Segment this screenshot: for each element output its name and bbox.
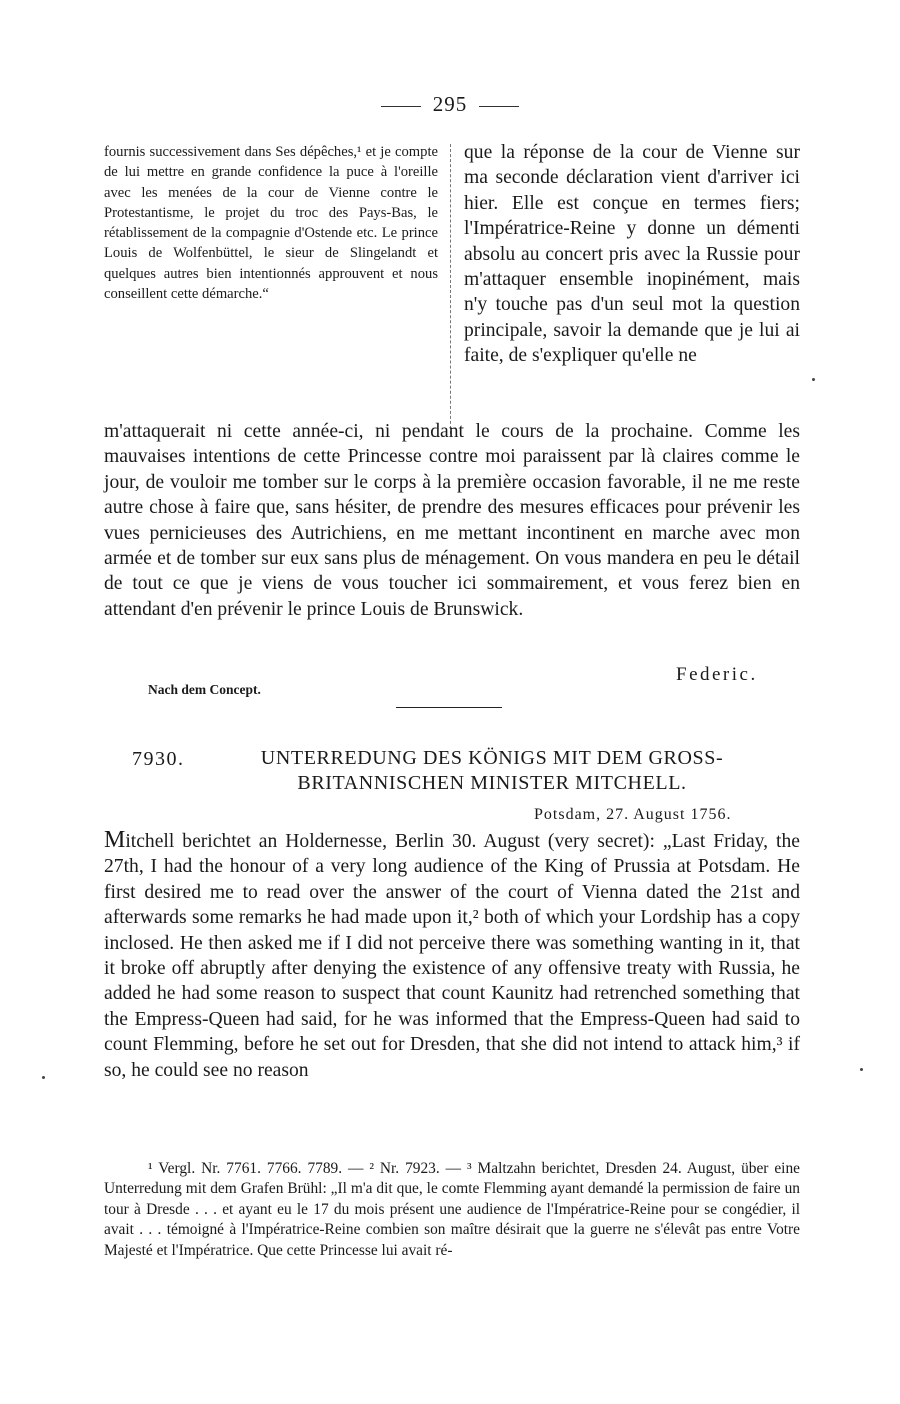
footnotes xyxy=(104,1159,800,1261)
page-number-dash-right xyxy=(479,106,519,107)
left-column-text: fournis successivement dans Ses dépêches,¹ et je compte de lui mettre en grande confidence la puce à l'oreille avec les menées de la cour de Vienne contre le Protestantisme, le projet du troc des Pays-Bas, le rétablissement de la compagnie d'Ostende etc. Le prince Louis de Wolfenbüttel, le sieur de Slingelandt et quelques autres bien intentionnés approuvent et nous conseillent cette démarche.“ xyxy=(104,144,438,303)
right-column-text: que la réponse de la cour de Vienne sur ma seconde déclaration vient d'arriver ici hier. Elle est conçue en termes fiers; l'Impératrice-Reine y donne un démenti absolu au concert pris avec la Russie pour m'attaquer ensemble inopinément, mais n'y touche pas d'un seul mot la question principale, savoir la demande que je lui ai faite, de s'expliquer qu'elle ne xyxy=(464,142,800,367)
document-number: 7930. xyxy=(132,748,185,770)
place-date xyxy=(534,806,731,824)
footnotes-text: ¹ Vergl. Nr. 7761. 7766. 7789. — ² Nr. 7923. — ³ Maltzahn berichtet, Dresden 24. August, über eine Unterredung mit dem Grafen Brühl: „Il m'a dit que, le comte Flemming ayant demandé la permission de faire un tour à Dresde . . . et ayant eu le 17 du mois présent une audience de l'Impératrice-Reine pour se congédier, il avait . . . témoigné à l'Impératrice-Reine combien son maître désirait que la guerre ne s'élevât pas entre Votre Majesté et l'Impératrice. Que cette Princesse lui avait ré- xyxy=(104,1160,800,1259)
document-body-text: itchell berichtet an Holdernesse, Berlin 30. August (very secret): „Last Friday, the 27th, I had the honour of a very long audience of the King of Prussia at Potsdam. He first desired me to read over the answer of the court of Vienna dated the 21st and afterwards some remarks he had made upon it,² both of which your Lordship has a copy inclosed. He then asked me if I did not perceive there was something wanting in it, that it broke off abruptly after denying the existence of any offensive treaty with Russia, he added he had some reason to suspect that count Kaunitz had retrenched something that the Empress-Queen had said, for he was informed that the Empress-Queen had said to count Flemming, before he set out for Dresden, that she did not intend to attack him,³ if so, he could see no reason xyxy=(104,831,800,1081)
document-title: UNTERREDUNG DES KÖNIGS MIT DEM GROSS-BRITANNISCHEN MINISTER MITCHELL. xyxy=(260,747,724,794)
page-number xyxy=(0,92,900,117)
section-separator xyxy=(396,707,502,708)
margin-mark xyxy=(42,1076,45,1079)
margin-mark xyxy=(860,1068,863,1071)
page-number-text: 295 xyxy=(432,92,468,116)
signature: Federic. xyxy=(676,664,758,685)
date: 27. August 1756. xyxy=(606,806,732,823)
column-divider xyxy=(450,144,451,434)
place: Potsdam, xyxy=(534,806,602,823)
document-body xyxy=(104,828,800,1083)
page-number-dash-left xyxy=(381,106,421,107)
document-initial: M xyxy=(104,827,126,853)
source-note: Nach dem Concept. xyxy=(148,682,261,697)
letter-continuation: m'attaquerait ni cette année-ci, ni pendant le cours de la prochaine. Comme les mauvaises intentions de cette Princesse contre moi paraissent par là claires comme le jour, de vouloir me tomber sur le corps à la première occasion favorable, il ne me reste autre chose à faire que, sans hésiter, de prendre des mesures efficaces pour prévenir les vues pernicieuses des Autrichiens, en me mettant incontinent en marche avec mon armée et de tomber sur eux sans plus de ménagement. On vous mandera en peu le détail de tout ce que je viens de vous toucher ici sommairement, et vous ferez bien en attendant d'en prévenir le prince Louis de Brunswick. xyxy=(104,421,800,620)
margin-mark xyxy=(812,378,815,381)
